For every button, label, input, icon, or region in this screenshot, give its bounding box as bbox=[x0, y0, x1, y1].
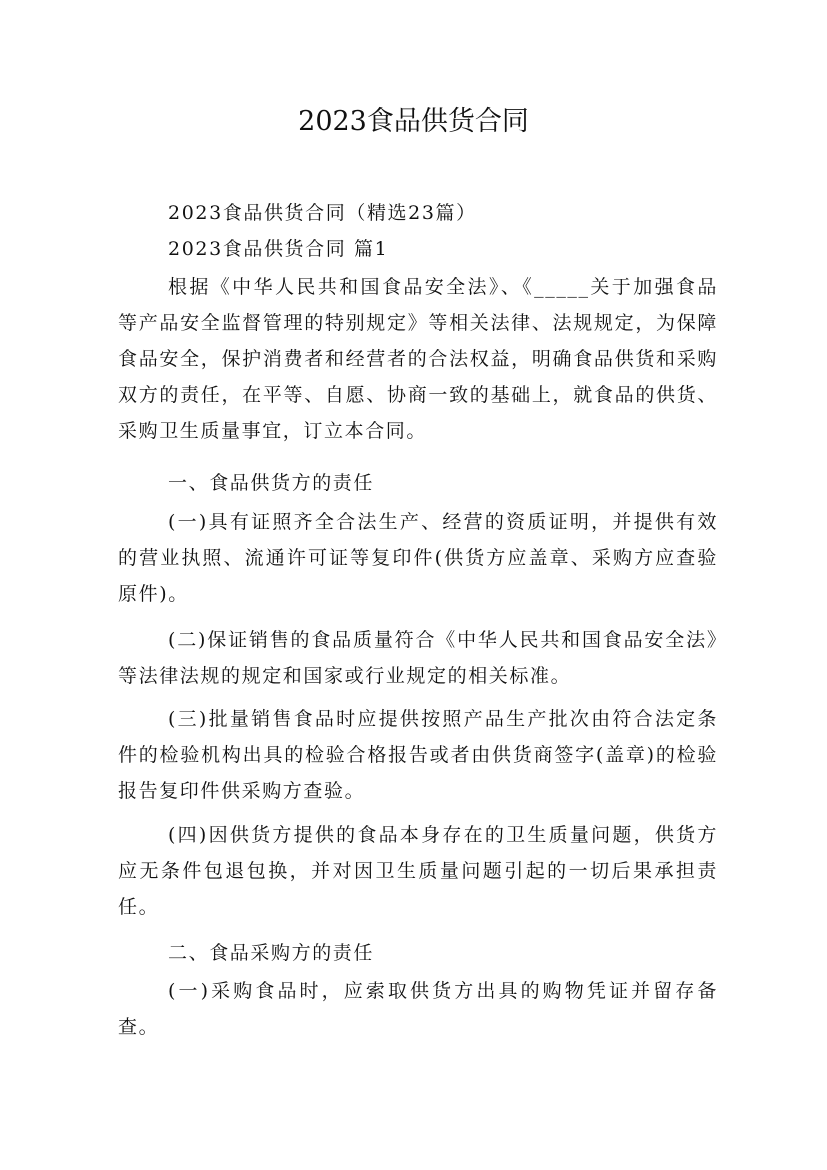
supplier-clause-2: (二)保证销售的食品质量符合《中华人民共和国食品安全法》等法律法规的规定和国家或行业规定的相关标准。 bbox=[118, 629, 718, 687]
supplier-clause-3: (三)批量销售食品时应提供按照产品生产批次由符合法定条件的检验机构出具的检验合格报告或者由供货商签字(盖章)的检验报告复印件供采购方查验。 bbox=[118, 708, 718, 802]
preamble-paragraph: 根据《中华人民共和国食品安全法》、《_____关于加强食品等产品安全监督管理的特别规定》等相关法律、法规规定，为保障食品安全，保护消费者和经营者的合法权益，明确食品供货和采购双方的责任，在平等、自愿、协商一致的基础上，就食品的供货、采购卫生质量事宜，订立本合同。 bbox=[118, 276, 718, 442]
section-heading-part-1: 2023食品供货合同 篇1 bbox=[168, 238, 389, 260]
supplier-clause-1: (一)具有证照齐全合法生产、经营的资质证明，并提供有效的营业执照、流通许可证等复印件(供货方应盖章、采购方应查验原件)。 bbox=[118, 511, 718, 605]
purchaser-clause-1: (一)采购食品时，应索取供货方出具的购物凭证并留存备查。 bbox=[118, 980, 718, 1038]
section-heading-purchaser: 二、食品采购方的责任 bbox=[168, 942, 375, 964]
document-title: 2023食品供货合同 bbox=[298, 106, 529, 137]
section-heading-supplier: 一、食品供货方的责任 bbox=[168, 472, 375, 494]
supplier-clause-4: (四)因供货方提供的食品本身存在的卫生质量问题，供货方应无条件包退包换，并对因卫生质量问题引起的一切后果承担责任。 bbox=[118, 824, 718, 918]
subtitle-paragraph: 2023食品供货合同（精选23篇） bbox=[168, 202, 477, 224]
